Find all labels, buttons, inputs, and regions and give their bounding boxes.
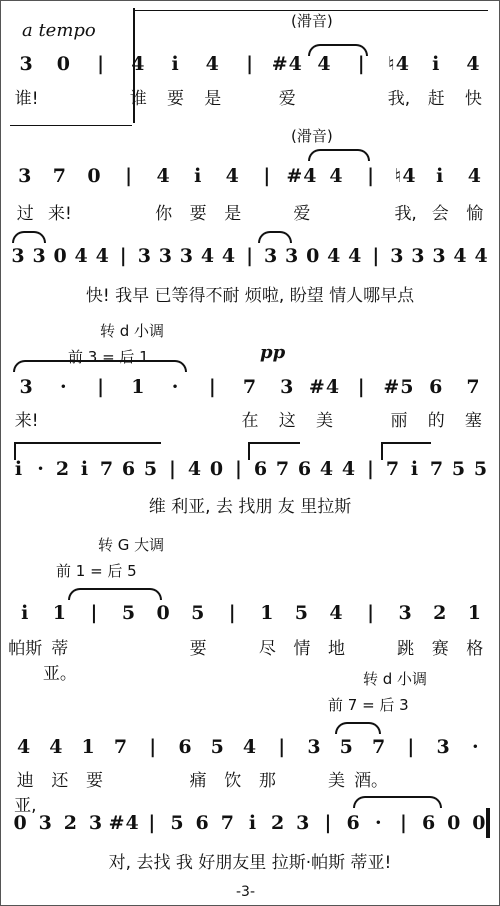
note: #4 [271, 53, 303, 75]
note: 1 [81, 736, 96, 758]
note: 3 [137, 245, 152, 267]
note: 7 [113, 736, 129, 758]
note: 2 [55, 458, 71, 480]
note: 3 [390, 245, 405, 267]
note: i [248, 812, 258, 834]
lyric [45, 406, 82, 431]
barline-symbol: | [208, 376, 217, 398]
note: 3 [11, 245, 26, 267]
barline-symbol: | [407, 736, 416, 758]
lyric: 在 [241, 411, 259, 431]
barline-symbol: | [228, 602, 237, 624]
note: 3 [280, 376, 295, 398]
lyric: 会 [431, 204, 449, 224]
note: 0 [87, 165, 102, 187]
barline-symbol: | [324, 812, 333, 834]
note: 0 [13, 812, 28, 834]
note: i [171, 53, 180, 75]
lyric: 谁! [14, 89, 39, 109]
note: 3 [436, 736, 451, 758]
lyric: 尽 [258, 639, 276, 659]
note-line [8, 245, 492, 267]
note: 5 [451, 458, 467, 480]
note: 5 [210, 736, 225, 758]
barline-symbol: | [278, 736, 287, 758]
staff-row-2 [8, 123, 492, 225]
key-change-label: 转 G 大调 [98, 536, 165, 554]
note: 4 [49, 736, 64, 758]
note: 7 [52, 165, 67, 187]
lyric: 爱 [278, 89, 296, 109]
note: #4 [108, 812, 140, 834]
note: 7 [385, 458, 401, 480]
glissando-label: (滑音) [291, 12, 333, 30]
lyric: 快! 我早 已等得不耐 烦啦, 盼望 情人哪早点 [85, 286, 415, 306]
note: 1 [467, 602, 482, 624]
note: 1 [131, 376, 146, 398]
note: 3 [88, 812, 104, 834]
lyric [82, 84, 119, 109]
note: 0 [306, 245, 321, 267]
final-barline [486, 808, 490, 838]
lyric: 要 [189, 204, 207, 224]
note: 3 [432, 245, 447, 267]
lyric [343, 84, 380, 109]
note: 3 [179, 245, 195, 267]
note: · [37, 458, 45, 480]
staff-row-8 [8, 790, 492, 880]
note: 4 [329, 602, 344, 624]
note-line [8, 376, 492, 398]
note: 1 [52, 602, 67, 624]
lyric: 塞 [464, 411, 482, 431]
lyrics-line [8, 84, 492, 109]
lyric: 要 [189, 639, 207, 659]
note: 4 [95, 245, 110, 267]
lyric [319, 199, 354, 224]
note: 4 [329, 165, 344, 187]
barline-symbol: | [246, 53, 254, 75]
lyric: 是 [204, 89, 222, 109]
lyric: 还 [51, 771, 69, 791]
barline-symbol: | [367, 165, 376, 187]
note: 5 [294, 602, 310, 624]
note: 4 [348, 245, 363, 267]
barline-symbol: | [119, 245, 128, 267]
lyrics-line [8, 406, 492, 431]
note: 7 [371, 736, 387, 758]
note-line [8, 812, 492, 834]
lyric [231, 84, 268, 109]
note: i [410, 458, 420, 480]
barline-symbol: | [97, 53, 106, 75]
note: 5 [191, 602, 206, 624]
staff-row-3 [8, 225, 492, 310]
note: 5 [339, 736, 354, 758]
note: 3 [32, 245, 47, 267]
note: 5 [143, 458, 159, 480]
note: · [60, 376, 68, 398]
lyric [354, 199, 389, 224]
lyric: 要 [167, 89, 185, 109]
key-change-label: 转 d 小调 [363, 670, 428, 688]
lyric: 爱 [293, 204, 311, 224]
note: 4 [242, 736, 258, 758]
lyric: 情 [293, 639, 311, 659]
lyric: 饮 [224, 771, 242, 791]
slur-arc [68, 588, 162, 600]
lyric: 蒂亚。 [42, 639, 77, 684]
staff-row-7 [8, 668, 492, 816]
note: 6 [178, 736, 193, 758]
lyric: 快 [464, 89, 482, 109]
lyric: 要 [85, 771, 103, 791]
note: i [432, 53, 441, 75]
lyric: 的 [427, 411, 445, 431]
barline-symbol: | [235, 458, 243, 480]
note: ♮4 [394, 165, 417, 187]
note: 4 [474, 245, 489, 267]
note: 3 [411, 245, 426, 267]
note: 2 [271, 812, 286, 834]
note: 2 [433, 602, 448, 624]
note-line [8, 458, 492, 480]
note: 3 [296, 812, 311, 834]
note: 4 [327, 245, 342, 267]
lyric: 酒。 [354, 771, 389, 791]
barline-symbol: | [357, 53, 366, 75]
slur-arc [308, 149, 370, 161]
note: 4 [225, 165, 240, 187]
note: 0 [56, 53, 71, 75]
lyric: 愉 [466, 204, 484, 224]
lyric: 我, [387, 89, 411, 109]
note: #4 [308, 376, 341, 398]
lyric: 来! [47, 204, 72, 224]
lyric [77, 199, 112, 224]
lyrics-line [8, 848, 492, 873]
lyric: 地 [327, 639, 345, 659]
note: 6 [195, 812, 210, 834]
note-line [8, 736, 492, 758]
note: ♮4 [387, 53, 410, 75]
slur-arc [13, 360, 187, 372]
note: 3 [263, 245, 279, 267]
note: 4 [341, 458, 357, 480]
note: 3 [398, 602, 413, 624]
note: 4 [221, 245, 237, 267]
lyric: 帕斯 [8, 639, 43, 659]
lyric [157, 406, 194, 431]
lyric [112, 199, 147, 224]
slur-arc [258, 231, 292, 243]
lyric: 跳 [397, 639, 415, 659]
note: 0 [156, 602, 171, 624]
note: 4 [156, 165, 171, 187]
note-line [8, 602, 492, 624]
lyric: 过 [16, 204, 34, 224]
note: 0 [53, 245, 68, 267]
note: 6 [121, 458, 137, 480]
note: 4 [467, 165, 482, 187]
note: i [80, 458, 90, 480]
glissando-label: (滑音) [291, 127, 333, 145]
note: 7 [275, 458, 291, 480]
barline-symbol: | [97, 376, 106, 398]
note: 3 [38, 812, 53, 834]
note: 4 [466, 53, 481, 75]
note: 2 [63, 812, 78, 834]
barline-symbol: | [263, 165, 272, 187]
tempo-marking: a tempo [22, 20, 96, 41]
lyric: 美 [315, 411, 333, 431]
note: · [472, 736, 480, 758]
lyric [194, 406, 231, 431]
modulation-equation: 前 7 = 后 3 [328, 696, 409, 714]
staff-row-1 [8, 8, 492, 123]
modulation-equation: 前 3 = 后 1 [68, 348, 149, 366]
note: 6 [429, 376, 444, 398]
note: 4 [319, 458, 335, 480]
note: 1 [260, 602, 275, 624]
lyric [306, 84, 343, 109]
lyric [250, 199, 285, 224]
note: 7 [429, 458, 445, 480]
dynamic-marking: pp [260, 342, 286, 363]
note: 4 [74, 245, 89, 267]
note: 4 [187, 458, 203, 480]
note: i [14, 458, 24, 480]
lyric [120, 406, 157, 431]
note: 3 [18, 165, 33, 187]
note: 0 [472, 812, 487, 834]
note: 7 [466, 376, 481, 398]
key-change-label: 转 d 小调 [100, 322, 165, 340]
note: 3 [19, 376, 34, 398]
note: 7 [220, 812, 235, 834]
note: 3 [158, 245, 173, 267]
note: 3 [19, 53, 34, 75]
slur-arc [12, 231, 46, 243]
note: · [171, 376, 180, 398]
note: 4 [205, 53, 220, 75]
lyric [45, 84, 82, 109]
note: · [374, 812, 383, 834]
lyric [82, 406, 119, 431]
staff-row-4 [8, 320, 492, 430]
barline-symbol: | [169, 458, 177, 480]
barline-symbol: | [125, 165, 133, 187]
note: i [21, 602, 30, 624]
lyric: 来! [14, 411, 39, 431]
barline-symbol: | [148, 812, 157, 834]
modulation-equation: 前 1 = 后 5 [56, 562, 137, 580]
barline-symbol: | [372, 245, 381, 267]
lyric [343, 406, 380, 431]
barline-symbol: | [149, 736, 158, 758]
slur-arc [353, 796, 442, 808]
note: #4 [286, 165, 318, 187]
note: 4 [317, 53, 332, 75]
lyric: 我, [394, 204, 417, 224]
barline-symbol: | [90, 602, 99, 624]
note: #5 [383, 376, 415, 398]
note: 5 [121, 602, 137, 624]
lyric: 格 [466, 639, 484, 659]
note: 4 [453, 245, 468, 267]
note: 6 [421, 812, 437, 834]
barline-symbol: | [399, 812, 408, 834]
note-line [8, 53, 492, 75]
note: 3 [307, 736, 322, 758]
note: 5 [473, 458, 489, 480]
barline-symbol: | [246, 245, 254, 267]
volta-line [10, 125, 132, 126]
note: 7 [99, 458, 115, 480]
lyric: 美 [327, 771, 345, 791]
lyric: 那 [258, 771, 276, 791]
note: i [436, 165, 445, 187]
note: i [194, 165, 203, 187]
note: 3 [285, 245, 300, 267]
note: 5 [170, 812, 185, 834]
lyrics-line [8, 199, 492, 224]
lyric: 迪亚, [14, 771, 37, 816]
lyric: 你 [155, 204, 173, 224]
lyric: 痛 [189, 771, 207, 791]
note: 4 [17, 736, 32, 758]
note: 6 [297, 458, 313, 480]
note: 6 [253, 458, 269, 480]
note-line [8, 165, 492, 187]
note: 7 [242, 376, 258, 398]
slur-arc [335, 722, 381, 734]
note: 0 [447, 812, 462, 834]
staff-row-5 [8, 432, 492, 522]
barline-symbol: | [367, 602, 376, 624]
barline-symbol: | [367, 458, 375, 480]
note: 0 [209, 458, 225, 480]
note: 6 [346, 812, 361, 834]
page-number: -3- [236, 884, 256, 900]
barline-symbol: | [357, 376, 366, 398]
lyric: 这 [278, 411, 296, 431]
lyric: 谁 [129, 89, 147, 109]
lyric: 赶 [427, 89, 445, 109]
lyric: 维 利亚, 去 找朋 友 里拉斯 [148, 497, 352, 517]
note: 4 [200, 245, 216, 267]
note: 4 [131, 53, 146, 75]
lyric: 赛 [431, 639, 449, 659]
lyrics-line [8, 492, 492, 517]
lyric: 对, 去找 我 好朋友里 拉斯·帕斯 蒂亚! [108, 853, 392, 873]
lyric: 是 [224, 204, 242, 224]
lyrics-line [8, 281, 492, 306]
lyric: 丽 [390, 411, 408, 431]
